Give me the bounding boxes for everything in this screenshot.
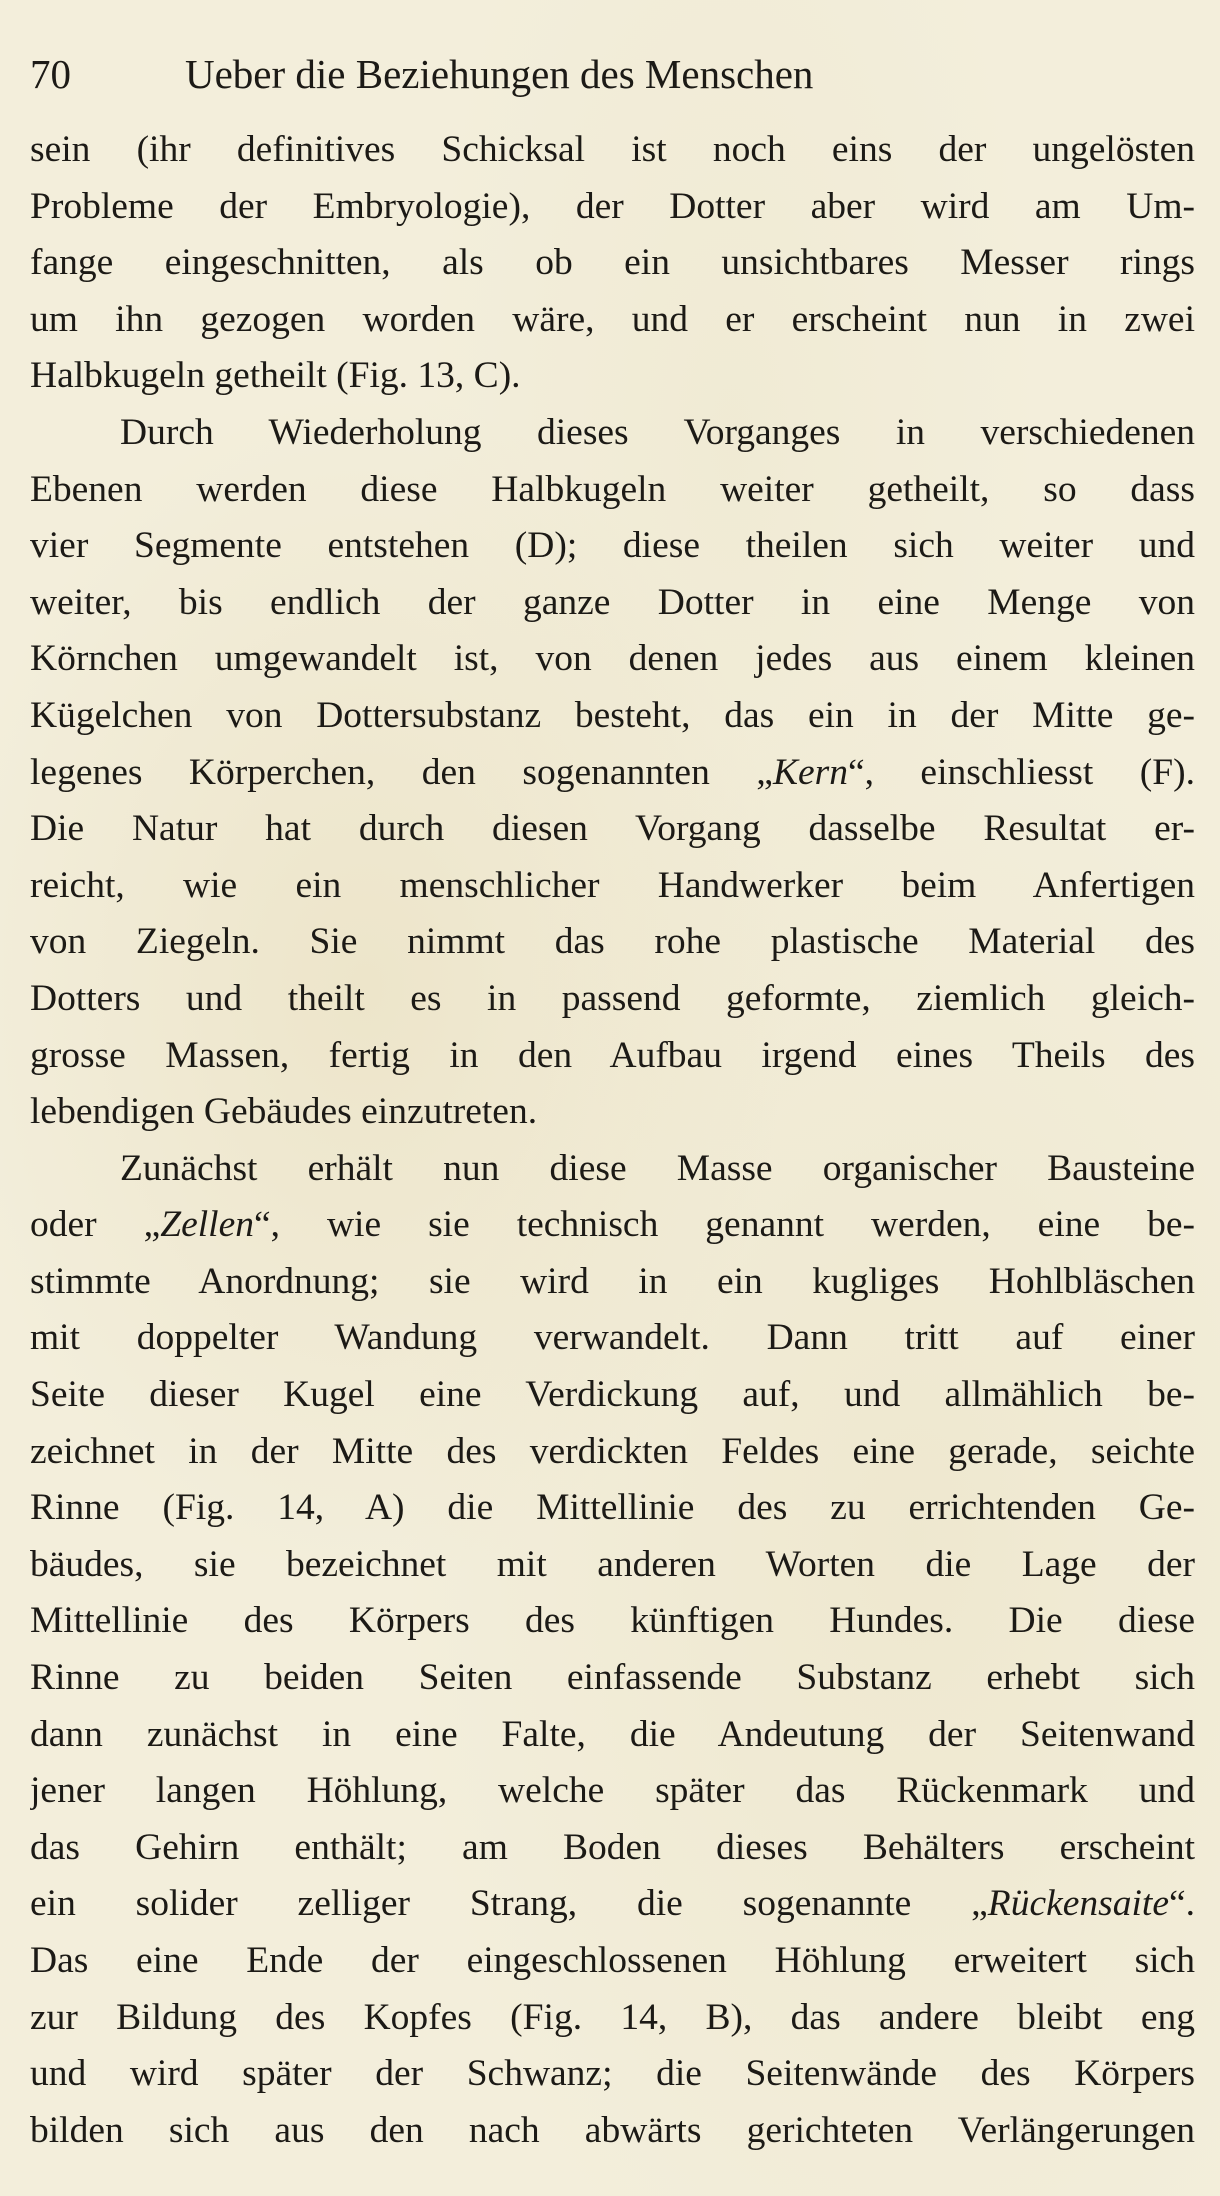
text-line: Rinne (Fig. 14, A) die Mittellinie des zu errichtenden Ge- <box>30 1487 1195 1529</box>
text-line: Zunächst erhält nun diese Masse organischer Bausteine <box>120 1147 1195 1189</box>
text-line: und wird später der Schwanz; die Seitenwände des Körpers <box>30 2053 1195 2095</box>
text-line: bäudes, sie bezeichnet mit anderen Worten die Lage der <box>30 1543 1195 1585</box>
text-run: “. <box>1168 1883 1195 1925</box>
text-line: weiter, bis endlich der ganze Dotter in eine Menge von <box>30 581 1195 623</box>
text-line <box>30 1197 1195 1254</box>
text-line: Rinne zu beiden Seiten einfassende Substanz erhebt sich <box>30 1657 1195 1699</box>
text-line: bilden sich aus den nach abwärts gerichteten Verlängerungen <box>30 2109 1195 2151</box>
text-line: Das eine Ende der eingeschlossenen Höhlung erweitert sich <box>30 1940 1195 1981</box>
text-line: reicht, wie ein menschlicher Handwerker beim Anfertigen <box>30 864 1195 906</box>
text-run: “, einschliesst (F). <box>847 751 1195 793</box>
running-title: Ueber die Beziehungen des Menschen <box>185 51 814 97</box>
text-line: Seite dieser Kugel eine Verdickung auf, und allmählich be- <box>30 1374 1195 1416</box>
body-text <box>30 122 1195 2159</box>
text-run: legenes Körperchen, den sogenannten „ <box>30 751 773 793</box>
text-line: jener langen Höhlung, welche später das Rückenmark und <box>30 1770 1195 1812</box>
text-line: das Gehirn enthält; am Boden dieses Behälters erscheint <box>30 1826 1195 1868</box>
text-line: Ebenen werden diese Halbkugeln weiter getheilt, so dass <box>30 468 1195 510</box>
text-line: Kügelchen von Dottersubstanz besteht, das ein in der Mitte ge- <box>30 694 1195 736</box>
italic-term-rueckensaite: Rückensaite <box>987 1883 1169 1925</box>
text-run: ein solider zelliger Strang, die sogenannte „ <box>30 1883 988 1925</box>
text-line: zur Bildung des Kopfes (Fig. 14, B), das andere bleibt eng <box>30 1996 1195 2038</box>
text-line: stimmte Anordnung; sie wird in ein kugliges Hohlbläschen <box>30 1260 1195 1302</box>
text-line: Die Natur hat durch diesen Vorgang dasselbe Resultat er- <box>30 808 1195 850</box>
text-line: zeichnet in der Mitte des verdickten Feldes eine gerade, seichte <box>30 1430 1195 1472</box>
text-line: von Ziegeln. Sie nimmt das rohe plastische Material des <box>30 921 1195 963</box>
text-line <box>30 745 1195 802</box>
text-line: sein (ihr definitives Schicksal ist noch eins der ungelösten <box>30 129 1195 170</box>
text-line: fange eingeschnitten, als ob ein unsichtbares Messer rings <box>30 242 1195 284</box>
text-line: Durch Wiederholung dieses Vorganges in verschiedenen <box>120 411 1195 453</box>
text-line: Probleme der Embryologie), der Dotter aber wird am Um- <box>30 185 1195 227</box>
italic-term-zellen: Zellen <box>160 1204 254 1246</box>
running-head <box>30 44 1200 104</box>
text-line: lebendigen Gebäudes einzutreten. <box>30 1091 538 1133</box>
text-line: um ihn gezogen worden wäre, und er erscheint nun in zwei <box>30 298 1195 340</box>
text-line: mit doppelter Wandung verwandelt. Dann tritt auf einer <box>30 1317 1195 1359</box>
text-line: Dotters und theilt es in passend geformte, ziemlich gleich- <box>30 977 1195 1019</box>
text-line: vier Segmente entstehen (D); diese theilen sich weiter und <box>30 525 1195 567</box>
text-line <box>30 1876 1195 1933</box>
page-number: 70 <box>30 51 71 97</box>
text-line: Halbkugeln getheilt (Fig. 13, C). <box>30 355 521 397</box>
text-line: Mittellinie des Körpers des künftigen Hundes. Die diese <box>30 1600 1195 1642</box>
text-line: Körnchen umgewandelt ist, von denen jedes aus einem kleinen <box>30 638 1195 680</box>
text-run: “, wie sie technisch genannt werden, eine be- <box>253 1204 1195 1246</box>
text-run: oder „ <box>30 1204 161 1246</box>
text-line: dann zunächst in eine Falte, die Andeutung der Seitenwand <box>30 1713 1195 1755</box>
text-line: grosse Massen, fertig in den Aufbau irgend eines Theils des <box>30 1034 1195 1076</box>
italic-term-kern: Kern <box>772 751 848 793</box>
